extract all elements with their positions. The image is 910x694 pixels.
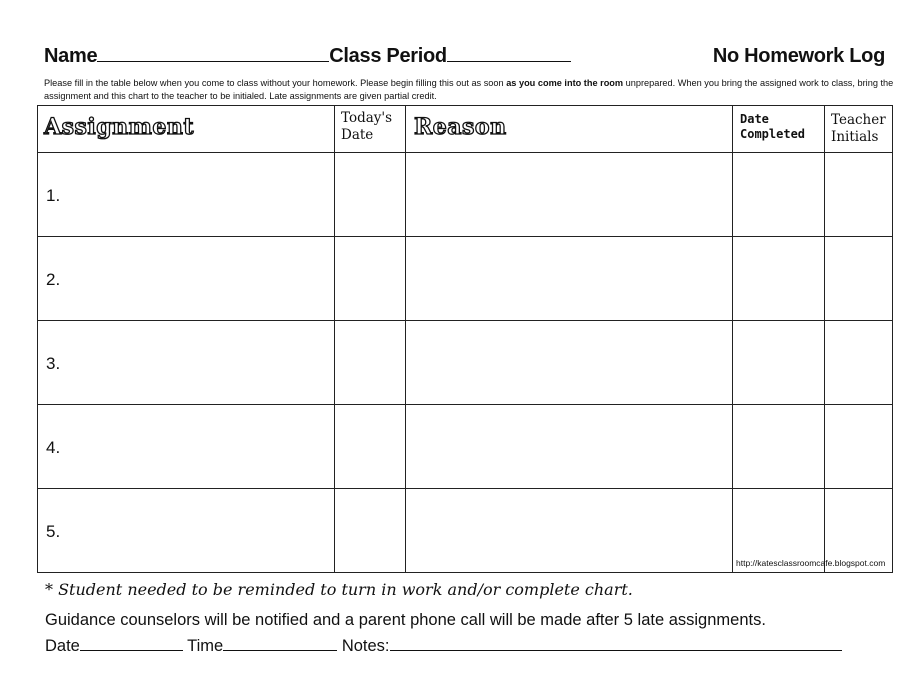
col-header-assignment xyxy=(38,106,335,153)
row-number: 1. xyxy=(46,186,61,205)
date-completed-header-text: Date Completed xyxy=(740,112,806,141)
date-completed-cell[interactable] xyxy=(733,405,825,489)
homework-log-table xyxy=(37,105,893,573)
date-completed-cell[interactable] xyxy=(733,321,825,405)
assignment-cell[interactable] xyxy=(38,153,335,237)
notes-label: Notes: xyxy=(341,637,390,655)
assignment-header-text: Assignment xyxy=(44,114,195,140)
page-title: No Homework Log xyxy=(712,45,885,67)
instructions xyxy=(44,77,904,103)
reminder-note: * Student needed to be reminded to turn in work and/or complete chart. xyxy=(45,580,633,599)
teacher-initials-header-text: Teacher Initials xyxy=(831,112,886,145)
date-completed-cell[interactable] xyxy=(733,237,825,321)
todays-date-cell[interactable] xyxy=(335,489,406,573)
col-header-teacher-initials xyxy=(825,106,893,153)
teacher-initials-cell[interactable] xyxy=(825,153,893,237)
assignment-cell[interactable] xyxy=(38,321,335,405)
name-label: Name xyxy=(44,45,98,67)
reason-cell[interactable] xyxy=(406,153,733,237)
row-number: 2. xyxy=(46,270,61,289)
todays-date-cell[interactable] xyxy=(335,405,406,489)
todays-date-cell[interactable] xyxy=(335,153,406,237)
teacher-initials-cell[interactable] xyxy=(825,237,893,321)
time-label: Time xyxy=(187,637,224,655)
col-header-reason xyxy=(406,106,733,153)
reason-cell[interactable] xyxy=(406,405,733,489)
todays-date-cell[interactable] xyxy=(335,237,406,321)
reason-cell[interactable] xyxy=(406,237,733,321)
table-row xyxy=(38,405,893,489)
date-blank[interactable] xyxy=(80,634,183,651)
row-number: 3. xyxy=(46,354,61,373)
date-label: Date xyxy=(45,637,80,655)
teacher-initials-cell[interactable] xyxy=(825,321,893,405)
row-number: 5. xyxy=(46,522,61,541)
reason-cell[interactable] xyxy=(406,321,733,405)
header-row xyxy=(44,45,571,68)
reason-cell[interactable] xyxy=(406,489,733,573)
date-completed-cell[interactable] xyxy=(733,153,825,237)
col-header-todays-date xyxy=(335,106,406,153)
class-period-blank[interactable] xyxy=(447,45,571,62)
row-number: 4. xyxy=(46,438,61,457)
teacher-initials-cell[interactable] xyxy=(825,405,893,489)
todays-date-cell[interactable] xyxy=(335,321,406,405)
assignment-cell[interactable] xyxy=(38,405,335,489)
instructions-text-2: unprepared. When you bring the assigned work to class, bring the assignment and this chart to the teacher to be initialed. Late assignments are given partial credit. xyxy=(44,78,894,101)
table-header-row xyxy=(38,106,893,153)
instructions-text-1: Please fill in the table below when you come to class without your homework. Please begin filling this out as soon xyxy=(44,78,507,88)
assignment-cell[interactable] xyxy=(38,489,335,573)
todays-date-header-text: Today's Date xyxy=(341,110,393,143)
counselor-notice: Guidance counselors will be notified and a parent phone call will be made after 5 late assignments. xyxy=(45,611,766,629)
source-url: http://katesclassroomcafe.blogspot.com xyxy=(736,558,886,568)
time-blank[interactable] xyxy=(223,634,337,651)
table-row xyxy=(38,153,893,237)
instructions-emphasis: as you come into the room xyxy=(506,78,624,88)
name-blank[interactable] xyxy=(97,45,329,62)
notes-blank[interactable] xyxy=(390,634,842,651)
table-row xyxy=(38,321,893,405)
col-header-date-completed xyxy=(733,106,825,153)
footer-fields xyxy=(45,634,842,656)
table-row xyxy=(38,237,893,321)
class-period-label: Class Period xyxy=(329,45,447,67)
reason-header-text: Reason xyxy=(414,114,507,140)
assignment-cell[interactable] xyxy=(38,237,335,321)
